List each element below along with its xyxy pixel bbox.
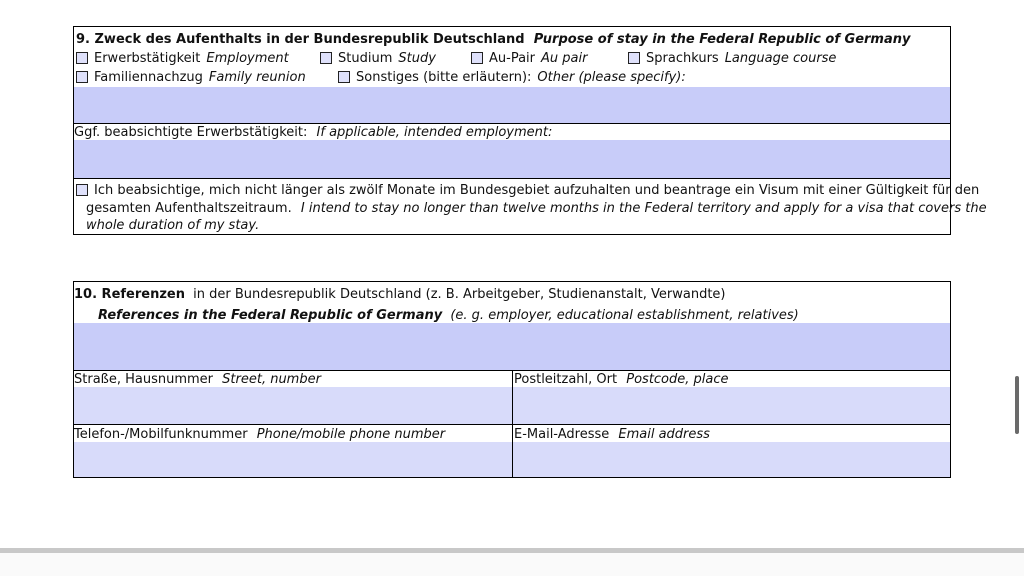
section-references	[73, 281, 951, 478]
other-specify-field[interactable]	[74, 87, 950, 123]
section10-subtitle-bold: References in the Federal Republic of Germany	[98, 308, 443, 323]
divider	[74, 178, 950, 179]
postcode-label-en: Postcode, place	[626, 372, 729, 387]
option-employment-de: Erwerbstätigkeit	[94, 51, 201, 66]
option-employment[interactable]	[76, 50, 289, 67]
option-au-pair-de: Au-Pair	[489, 51, 536, 66]
option-other-en: Other (please specify):	[537, 70, 686, 85]
declaration-line-2	[86, 200, 987, 217]
checkbox-family-reunion[interactable]	[76, 71, 88, 83]
option-family-reunion[interactable]	[76, 69, 306, 86]
declaration-line-1	[76, 182, 979, 199]
section10-title	[74, 286, 725, 303]
declaration-de-2: gesamten Aufenthaltszeitraum.	[86, 201, 292, 216]
references-name-field[interactable]	[74, 323, 950, 370]
divider	[74, 424, 950, 425]
section9-title-en: Purpose of stay in the Federal Republic of Germany	[533, 32, 911, 47]
checkbox-au-pair[interactable]	[471, 52, 483, 64]
section10-subtitle-rest: (e. g. employer, educational establishment, relatives)	[450, 308, 799, 323]
option-language-course[interactable]	[628, 50, 836, 67]
section9-title-de: 9. Zweck des Aufenthalts in der Bundesrepublik Deutschland	[76, 32, 525, 47]
option-language-course-en: Language course	[724, 51, 837, 66]
email-label	[514, 426, 710, 443]
street-label-de: Straße, Hausnummer	[74, 372, 214, 387]
option-study[interactable]	[320, 50, 436, 67]
postcode-label-de: Postleitzahl, Ort	[514, 372, 618, 387]
section10-subtitle	[98, 307, 799, 324]
postcode-field[interactable]	[513, 387, 950, 424]
phone-field[interactable]	[74, 442, 512, 477]
section10-title-rest: in der Bundesrepublik Deutschland (z. B. Arbeitgeber, Studienanstalt, Verwandte)	[193, 287, 726, 302]
checkbox-declaration[interactable]	[76, 184, 88, 196]
section9-title	[76, 31, 910, 48]
intended-employment-label-de: Ggf. beabsichtigte Erwerbstätigkeit:	[74, 125, 308, 140]
postcode-label	[514, 371, 729, 388]
street-field[interactable]	[74, 387, 512, 424]
declaration-en-2: I intend to stay no longer than twelve months in the Federal territory and apply for a visa that covers the	[300, 201, 987, 216]
checkbox-study[interactable]	[320, 52, 332, 64]
phone-label	[74, 426, 445, 443]
vertical-scrollbar[interactable]	[1015, 376, 1019, 434]
intended-employment-label-en: If applicable, intended employment:	[316, 125, 553, 140]
option-study-de: Studium	[338, 51, 393, 66]
email-label-de: E-Mail-Adresse	[514, 427, 610, 442]
section-purpose-of-stay	[73, 26, 987, 235]
street-label	[74, 371, 321, 388]
declaration-en-3: whole duration of my stay.	[86, 218, 260, 233]
street-label-en: Street, number	[222, 372, 321, 387]
option-au-pair-en: Au pair	[541, 51, 588, 66]
phone-label-en: Phone/mobile phone number	[256, 427, 446, 442]
email-field[interactable]	[513, 442, 950, 477]
phone-label-de: Telefon-/Mobilfunknummer	[74, 427, 248, 442]
declaration-de-1: Ich beabsichtige, mich nicht länger als zwölf Monate im Bundesgebiet aufzuhalten und beantrage ein Visum mit einer Gültigkeit für den	[94, 183, 980, 198]
checkbox-other[interactable]	[338, 71, 350, 83]
option-other-de: Sonstiges (bitte erläutern):	[356, 70, 532, 85]
checkbox-employment[interactable]	[76, 52, 88, 64]
checkbox-language-course[interactable]	[628, 52, 640, 64]
below-page-area	[0, 553, 1024, 576]
option-study-en: Study	[398, 51, 436, 66]
option-employment-en: Employment	[206, 51, 289, 66]
option-other[interactable]	[338, 69, 686, 86]
option-family-reunion-de: Familiennachzug	[94, 70, 203, 85]
section10-title-bold: 10. Referenzen	[74, 287, 185, 302]
option-au-pair[interactable]	[471, 50, 587, 67]
intended-employment-field[interactable]	[74, 140, 950, 178]
option-language-course-de: Sprachkurs	[646, 51, 719, 66]
declaration-line-3	[86, 217, 259, 234]
intended-employment-label	[74, 124, 552, 141]
email-label-en: Email address	[618, 427, 710, 442]
option-family-reunion-en: Family reunion	[208, 70, 306, 85]
